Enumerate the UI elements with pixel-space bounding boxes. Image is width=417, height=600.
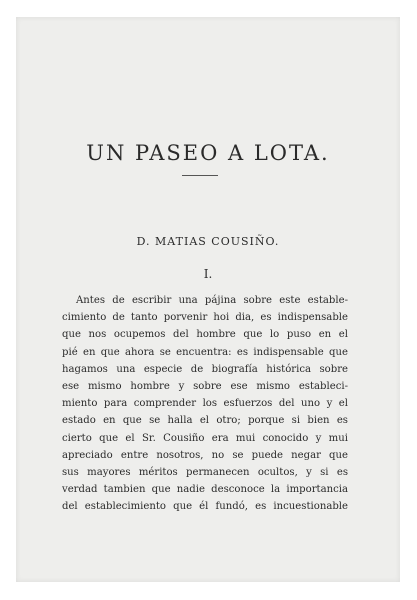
text-line: cimiento de tanto porvenir hoi dia, es indispensable bbox=[62, 312, 348, 324]
text-line: ese mismo hombre y sobre ese mismo estableci- bbox=[62, 380, 348, 392]
text-line: miento para comprender los esfuerzos del uno y el bbox=[62, 398, 348, 410]
text-line: estado en que se halla el otro; porque si bien es bbox=[62, 415, 348, 427]
chapter-title: UN PASEO A LOTA. bbox=[86, 141, 330, 165]
text-line: hagamos una especie de biografía histórica sobre bbox=[62, 363, 348, 375]
text-line: Antes de escribir una pájina sobre este estable- bbox=[76, 295, 348, 306]
chapter-subtitle: D. MATIAS COUSIÑO. bbox=[136, 235, 280, 248]
section-number: I. bbox=[203, 267, 213, 281]
text-line: apreciado entre nosotros, no se puede negar que bbox=[62, 449, 348, 461]
text-line: sus mayores méritos permanecen ocultos, y si es bbox=[62, 466, 348, 478]
text-line: que nos ocupemos del hombre que lo puso en el bbox=[62, 329, 348, 341]
title-divider bbox=[182, 175, 218, 176]
text-line: cierto que el Sr. Cousiño era mui conocido y mui bbox=[62, 432, 348, 444]
book-page bbox=[16, 17, 400, 582]
text-line: verdad tambien que nadie desconoce la importancia bbox=[62, 484, 348, 496]
body-paragraph bbox=[62, 292, 348, 515]
text-line: pié en que ahora se encuentra: es indispensable que bbox=[62, 346, 348, 358]
text-line: del establecimiento que él fundó, es incuestionable bbox=[62, 501, 348, 513]
